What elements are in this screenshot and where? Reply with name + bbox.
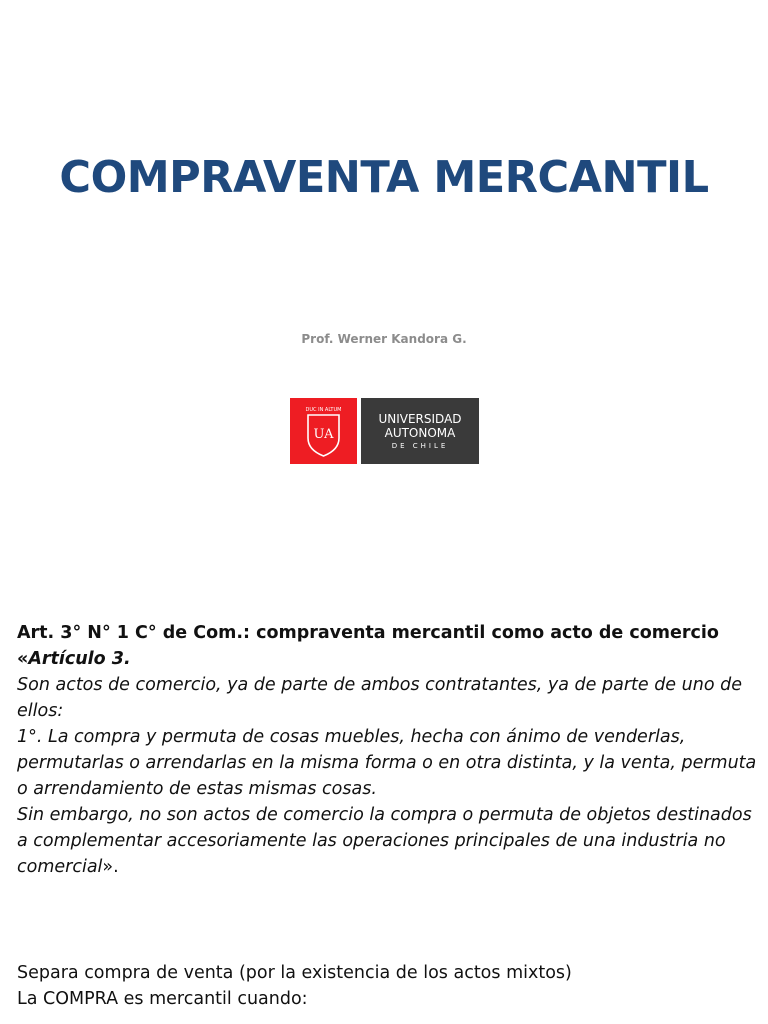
logo-line-1: UNIVERSIDAD	[378, 412, 462, 426]
article-heading: Art. 3° N° 1 C° de Com.: compraventa mercantil como acto de comercio	[17, 623, 719, 643]
article-label-line	[17, 646, 757, 672]
text-line-2: La COMPRA es mercantil cuando:	[17, 989, 308, 1009]
author-name: Prof. Werner Kandora G.	[301, 332, 467, 346]
article-paragraph-1: Son actos de comercio, ya de parte de ambos contratantes, ya de parte de uno de ellos:	[17, 675, 742, 721]
university-logo	[290, 398, 479, 464]
quote-close: ».	[102, 857, 119, 877]
article-paragraph-3	[17, 802, 757, 880]
logo-seal-text: UA	[313, 427, 334, 442]
quote-open: «	[17, 649, 29, 669]
article-label: Artículo 3.	[28, 649, 131, 669]
logo-line-2: AUTONOMA	[384, 426, 456, 440]
article-slide	[17, 620, 757, 1012]
article-paragraph-3-text: Sin embargo, no son actos de comercio la compra o permuta de objetos destinados a complementar accesoriamente las operaciones principales de una industria no comercial	[17, 805, 752, 877]
text-line-1: Separa compra de venta (por la existencia de los actos mixtos)	[17, 963, 572, 983]
logo-seal-arc-text: DUC IN ALTUM	[305, 407, 342, 413]
logo-line-3: DE CHILE	[391, 442, 449, 450]
article-paragraph-2: 1°. La compra y permuta de cosas muebles, hecha con ánimo de venderlas, permutarlas o arrendarlas en la misma forma o en otra distinta, y la venta, permuta o arrendamiento de estas mismas cosas.	[17, 727, 757, 799]
slide-title: COMPRAVENTA MERCANTIL	[59, 152, 709, 203]
